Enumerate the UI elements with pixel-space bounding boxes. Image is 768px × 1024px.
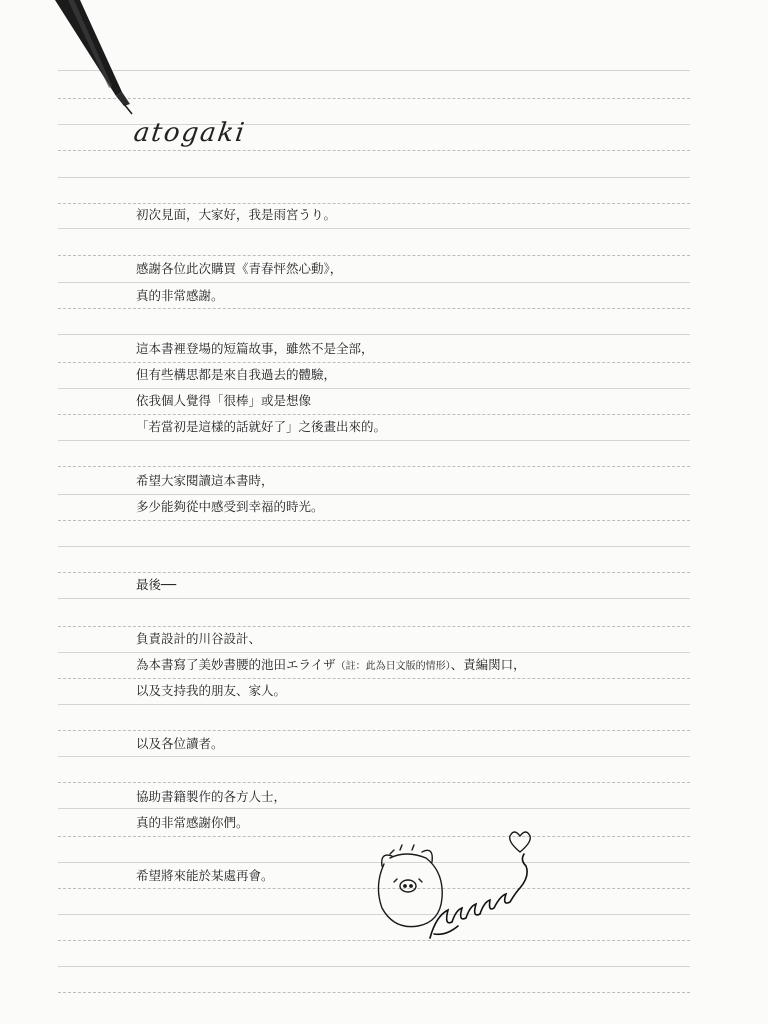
ruled-line <box>58 652 690 653</box>
heart-icon <box>510 832 531 852</box>
text-line: 真的非常感謝。 <box>136 288 224 303</box>
text-line: 最後── <box>136 577 177 592</box>
translator-note: （註：此為日文版的情形） <box>335 661 451 672</box>
signature-scribble <box>430 854 527 938</box>
text-line: 這本書裡登場的短篇故事，雖然不是全部， <box>136 341 374 356</box>
text-line: 依我個人覺得「很棒」或是想像 <box>136 393 312 408</box>
text-line: 以及各位讀者。 <box>136 736 224 751</box>
ruled-line <box>58 440 690 441</box>
text-line: 負責設計的川谷設計、 <box>136 631 262 646</box>
ruled-line <box>58 255 690 256</box>
ruled-line <box>58 992 690 993</box>
ruled-line <box>58 414 690 415</box>
text-line: 以及支持我的朋友、家人。 <box>136 683 287 698</box>
ruled-line <box>58 756 690 757</box>
ruled-line <box>58 520 690 521</box>
ruled-line <box>58 334 690 335</box>
ruled-line <box>58 228 690 229</box>
ruled-line <box>58 150 690 151</box>
ruled-line <box>58 966 690 967</box>
credit-text: 為本書寫了美妙書腰的池田エライザ <box>136 657 336 672</box>
text-line: 多少能夠從中感受到幸福的時光。 <box>136 499 324 514</box>
ruled-line <box>58 388 690 389</box>
ruled-line <box>58 466 690 467</box>
text-line: 希望將來能於某處再會。 <box>136 868 274 883</box>
text-line: 但有些構思都是來自我過去的體驗， <box>136 367 337 382</box>
credit-text-end: 、責編関口， <box>450 657 526 672</box>
ruled-line <box>58 494 690 495</box>
ruled-line <box>58 598 690 599</box>
ruled-line <box>58 782 690 783</box>
pig-doodle-icon <box>378 845 442 927</box>
text-line: 初次見面，大家好，我是雨宮うり。 <box>136 207 337 222</box>
ruled-line <box>58 177 690 178</box>
text-line: 真的非常感謝你們。 <box>136 815 249 830</box>
text-line: 協助書籍製作的各方人士， <box>136 789 287 804</box>
ruled-line <box>58 362 690 363</box>
ruled-line <box>58 546 690 547</box>
author-signature <box>360 826 550 946</box>
text-line: 「若當初是這樣的話就好了」之後畫出來的。 <box>136 419 387 434</box>
ruled-line <box>58 203 690 204</box>
signature-text: mamiya <box>472 896 476 897</box>
ruled-line <box>58 730 690 731</box>
ruled-line <box>58 678 690 679</box>
text-line: 感謝各位此次購買《青春怦然心動》， <box>136 261 343 276</box>
ruled-line <box>58 626 690 627</box>
ruled-line <box>58 308 690 309</box>
text-line: 希望大家閱讀這本書時， <box>136 473 274 488</box>
ruled-line <box>58 572 690 573</box>
credit-line <box>136 658 526 674</box>
ruled-line <box>58 808 690 809</box>
ruled-line <box>58 704 690 705</box>
page-heading: atogaki <box>131 118 248 148</box>
fountain-pen-icon <box>0 0 160 130</box>
ruled-line <box>58 282 690 283</box>
